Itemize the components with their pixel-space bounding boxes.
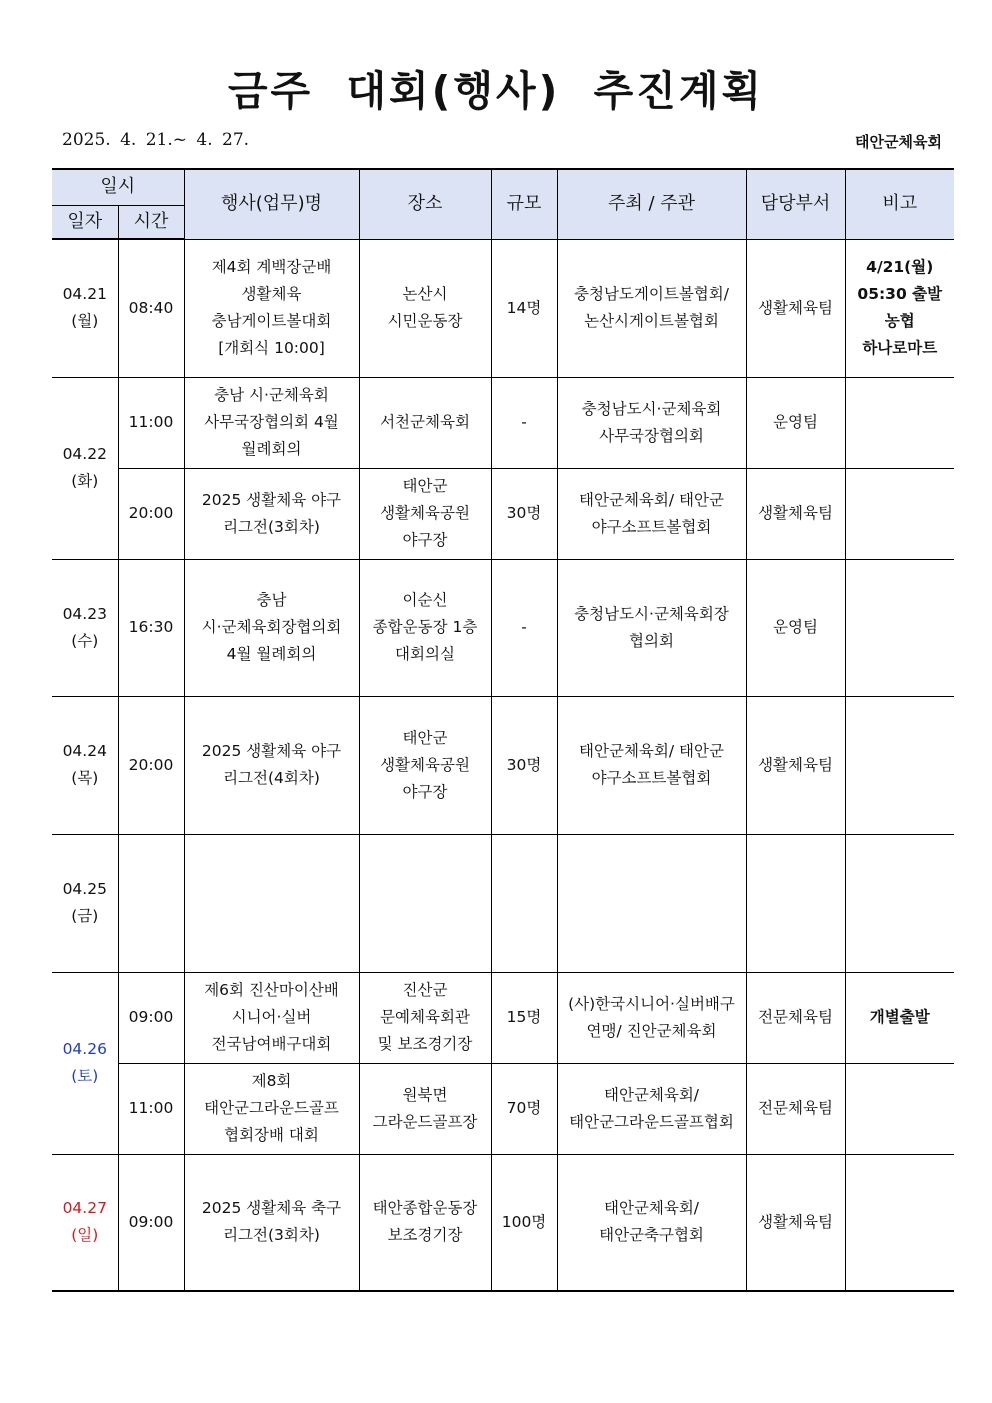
event-cell: 2025 생활체육 야구 리그전(4회차) — [184, 696, 359, 834]
venue-cell — [359, 834, 491, 972]
dept-cell: 전문체육팀 — [746, 972, 845, 1063]
note-cell — [845, 377, 954, 468]
dept-cell: 운영팀 — [746, 377, 845, 468]
event-cell: 2025 생활체육 축구 리그전(3회차) — [184, 1154, 359, 1291]
venue-cell: 서천군체육회 — [359, 377, 491, 468]
event-cell: 충남 시·군체육회장협의회 4월 월례회의 — [184, 559, 359, 696]
event-cell: 제6회 진산마이산배 시니어·실버 전국남여배구대회 — [184, 972, 359, 1063]
dept-cell: 생활체육팀 — [746, 696, 845, 834]
time-cell: 16:30 — [118, 559, 184, 696]
dept-cell: 전문체육팀 — [746, 1063, 845, 1154]
scale-cell: - — [491, 559, 557, 696]
scale-cell: - — [491, 377, 557, 468]
organization-label: 태안군체육회 — [855, 133, 942, 151]
time-cell: 11:00 — [118, 1063, 184, 1154]
dept-cell: 생활체육팀 — [746, 1154, 845, 1291]
table-row — [52, 696, 954, 834]
scale-cell — [491, 834, 557, 972]
host-cell: 충청남도게이트볼협회/ 논산시게이트볼협회 — [557, 239, 746, 377]
page-title: 금주 대회(행사) 추진계획 — [227, 67, 765, 115]
header-note: 비고 — [845, 169, 954, 239]
date-cell: 04.25 (금) — [52, 834, 118, 972]
table-row — [52, 239, 954, 377]
time-cell: 08:40 — [118, 239, 184, 377]
header-datetime: 일시 — [52, 169, 184, 205]
host-cell: 충청남도시·군체육회장 협의회 — [557, 559, 746, 696]
event-cell: 제8회 태안군그라운드골프 협회장배 대회 — [184, 1063, 359, 1154]
header-time: 시간 — [118, 205, 184, 239]
venue-cell: 이순신 종합운동장 1층 대회의실 — [359, 559, 491, 696]
event-cell — [184, 834, 359, 972]
table-row — [52, 468, 954, 559]
date-cell: 04.23 (수) — [52, 559, 118, 696]
note-cell — [845, 696, 954, 834]
note-cell — [845, 468, 954, 559]
time-cell: 20:00 — [118, 468, 184, 559]
table-row — [52, 1154, 954, 1291]
note-cell — [845, 834, 954, 972]
event-cell: 제4회 계백장군배 생활체육 충남게이트볼대회 [개회식 10:00] — [184, 239, 359, 377]
host-cell: (사)한국시니어·실버배구 연맹/ 진안군체육회 — [557, 972, 746, 1063]
table-row — [52, 972, 954, 1063]
dept-cell: 운영팀 — [746, 559, 845, 696]
venue-cell: 태안종합운동장 보조경기장 — [359, 1154, 491, 1291]
date-cell-sunday: 04.27 (일) — [52, 1154, 118, 1291]
header-venue: 장소 — [359, 169, 491, 239]
header-host: 주최 / 주관 — [557, 169, 746, 239]
scale-cell: 70명 — [491, 1063, 557, 1154]
host-cell: 태안군체육회/ 태안군 야구소프트볼협회 — [557, 468, 746, 559]
table-row — [52, 559, 954, 696]
scale-cell: 14명 — [491, 239, 557, 377]
date-cell: 04.21 (월) — [52, 239, 118, 377]
host-cell: 태안군체육회/ 태안군축구협회 — [557, 1154, 746, 1291]
table-row — [52, 1063, 954, 1154]
venue-cell: 원북면 그라운드골프장 — [359, 1063, 491, 1154]
header-dept: 담당부서 — [746, 169, 845, 239]
time-cell: 11:00 — [118, 377, 184, 468]
schedule-table — [52, 168, 954, 1292]
time-cell — [118, 834, 184, 972]
venue-cell: 진산군 문예체육회관 및 보조경기장 — [359, 972, 491, 1063]
scale-cell: 30명 — [491, 468, 557, 559]
scale-cell: 100명 — [491, 1154, 557, 1291]
header-event: 행사(업무)명 — [184, 169, 359, 239]
scale-cell: 15명 — [491, 972, 557, 1063]
host-cell: 태안군체육회/ 태안군 야구소프트볼협회 — [557, 696, 746, 834]
host-cell: 충청남도시·군체육회 사무국장협의회 — [557, 377, 746, 468]
header-date: 일자 — [52, 205, 118, 239]
time-cell: 09:00 — [118, 972, 184, 1063]
time-cell: 09:00 — [118, 1154, 184, 1291]
table-row — [52, 377, 954, 468]
table-row — [52, 834, 954, 972]
date-cell: 04.22 (화) — [52, 377, 118, 559]
note-cell — [845, 559, 954, 696]
dept-cell: 생활체육팀 — [746, 239, 845, 377]
note-cell: 4/21(월) 05:30 출발 농협 하나로마트 — [845, 239, 954, 377]
dept-cell — [746, 834, 845, 972]
venue-cell: 태안군 생활체육공원 야구장 — [359, 468, 491, 559]
date-cell-saturday: 04.26 (토) — [52, 972, 118, 1154]
note-cell — [845, 1154, 954, 1291]
event-cell: 2025 생활체육 야구 리그전(3회차) — [184, 468, 359, 559]
host-cell: 태안군체육회/ 태안군그라운드골프협회 — [557, 1063, 746, 1154]
scale-cell: 30명 — [491, 696, 557, 834]
note-cell: 개별출발 — [845, 972, 954, 1063]
host-cell — [557, 834, 746, 972]
time-cell: 20:00 — [118, 696, 184, 834]
dept-cell: 생활체육팀 — [746, 468, 845, 559]
date-cell: 04.24 (목) — [52, 696, 118, 834]
header-scale: 규모 — [491, 169, 557, 239]
venue-cell: 태안군 생활체육공원 야구장 — [359, 696, 491, 834]
venue-cell: 논산시 시민운동장 — [359, 239, 491, 377]
note-cell — [845, 1063, 954, 1154]
period-label: 2025. 4. 21.~ 4. 27. — [62, 130, 250, 150]
event-cell: 충남 시·군체육회 사무국장협의회 4월 월례회의 — [184, 377, 359, 468]
